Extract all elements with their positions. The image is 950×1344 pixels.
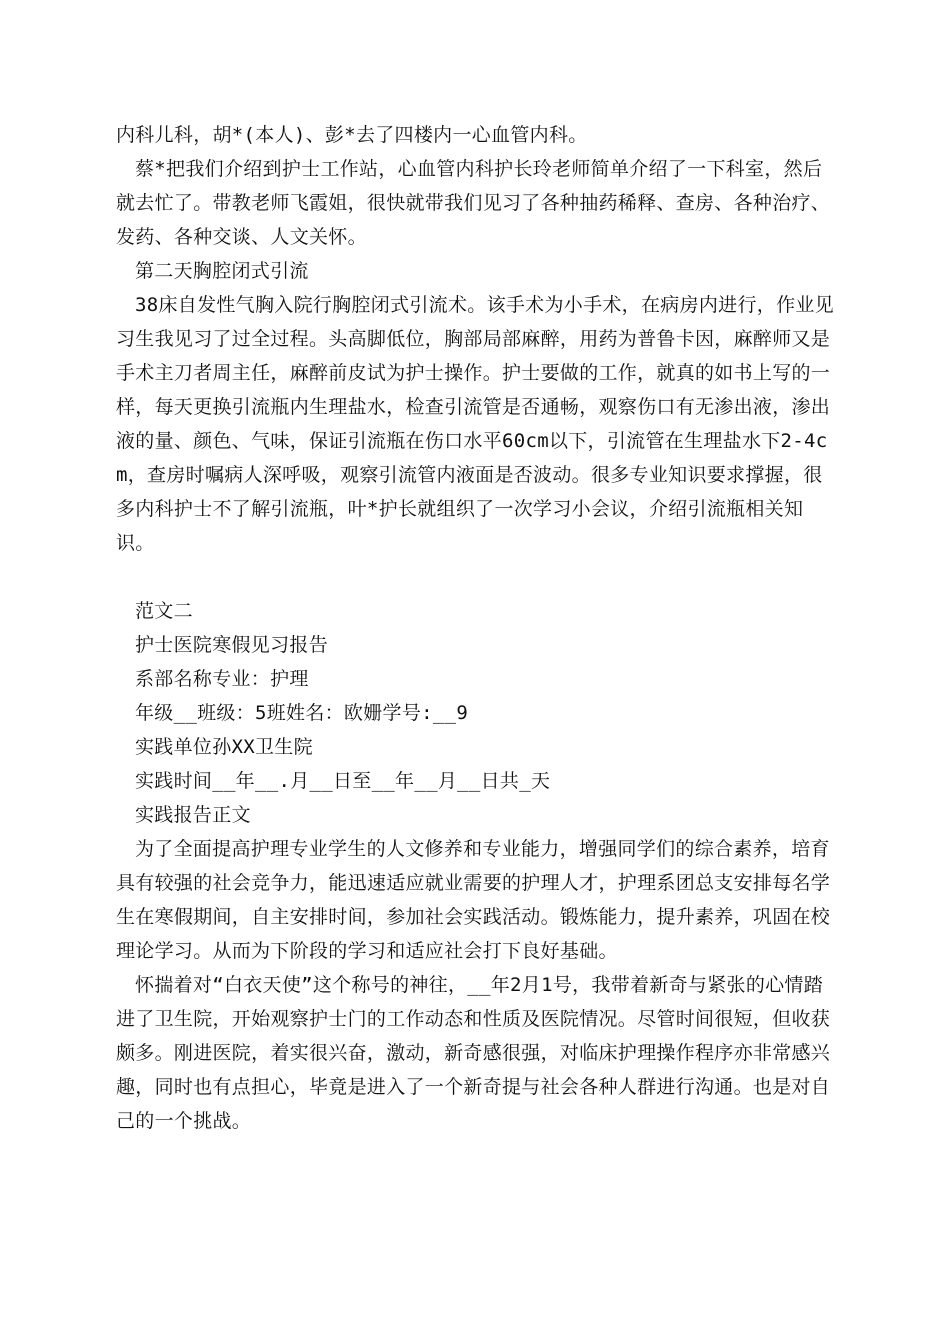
document-page (116, 118, 838, 1138)
paragraph-purpose: 为了全面提高护理专业学生的人文修养和专业能力，增强同学们的综合素养，培育具有较强的社会竞争力，能迅速适应就业需要的护理人才，护理系团总支安排每名学生在寒假期间，自主安排时间，参加社会实践活动。锻炼能力，提升素养，巩固在校理论学习。从而为下阶段的学习和适应社会打下良好基础。 (116, 838, 831, 962)
paragraph-experience: 怀揣着对“白衣天使”这个称号的神往，__年2月1号，我带着新奇与紧张的心情踏进了卫生院，开始观察护士门的工作动态和性质及医院情况。尽管时间很短，但收获颇多。刚进医院，着实很兴奋，激动，新奇感很强，对临床护理操作程序亦非常感兴趣，同时也有点担心，毕竟是进入了一个新奇提与社会各种人群进行沟通。也是对自己的一个挑战。 (116, 974, 831, 1132)
paragraph-chest-drainage: 38床自发性气胸入院行胸腔闭式引流术。该手术为小手术，在病房内进行，作业见习生我见习了过全过程。头高脚低位，胸部局部麻醉，用药为普鲁卡因，麻醉师又是手术主刀者周主任，麻醉前皮试为护士操作。护士要做的工作，就真的如书上写的一样，每天更换引流瓶内生理盐水，检查引流管是否通畅，观察伤口有无渗出液，渗出液的量、颜色、气味，保证引流瓶在伤口水平60cm以下，引流管在生理盐水下2-4cm，查房时嘱病人深呼吸，观察引流管内液面是否波动。很多专业知识要求撑握，很多内科护士不了解引流瓶，叶*护长就组织了一次学习小会议，介绍引流瓶相关知识。 (116, 294, 834, 554)
grade-class-line: 年级__班级：5班姓名：欧姗学号:__9 (135, 702, 469, 724)
practice-unit-line: 实践单位孙XX卫生院 (135, 736, 313, 758)
report-title: 护士医院寒假见习报告 (135, 634, 329, 656)
practice-time-line: 实践时间__年__.月__日至__年__月__日共_天 (135, 770, 551, 792)
paragraph-continuation: 内科儿科，胡*(本人)、彭*去了四楼内一心血管内科。 (116, 124, 588, 146)
blank-line (116, 560, 838, 594)
section-heading: 范文二 (135, 600, 193, 622)
department-line: 系部名称专业：护理 (135, 668, 309, 690)
report-body-label: 实践报告正文 (135, 804, 251, 826)
paragraph-subheading-day2: 第二天胸腔闭式引流 (135, 260, 309, 282)
paragraph-introduction: 蔡*把我们介绍到护士工作站，心血管内科护长玲老师简单介绍了一下科室，然后就去忙了。带教老师飞霞姐，很快就带我们见习了各种抽药稀释、查房、各种治疗、发药、各种交谈、人文关怀。 (116, 158, 831, 248)
